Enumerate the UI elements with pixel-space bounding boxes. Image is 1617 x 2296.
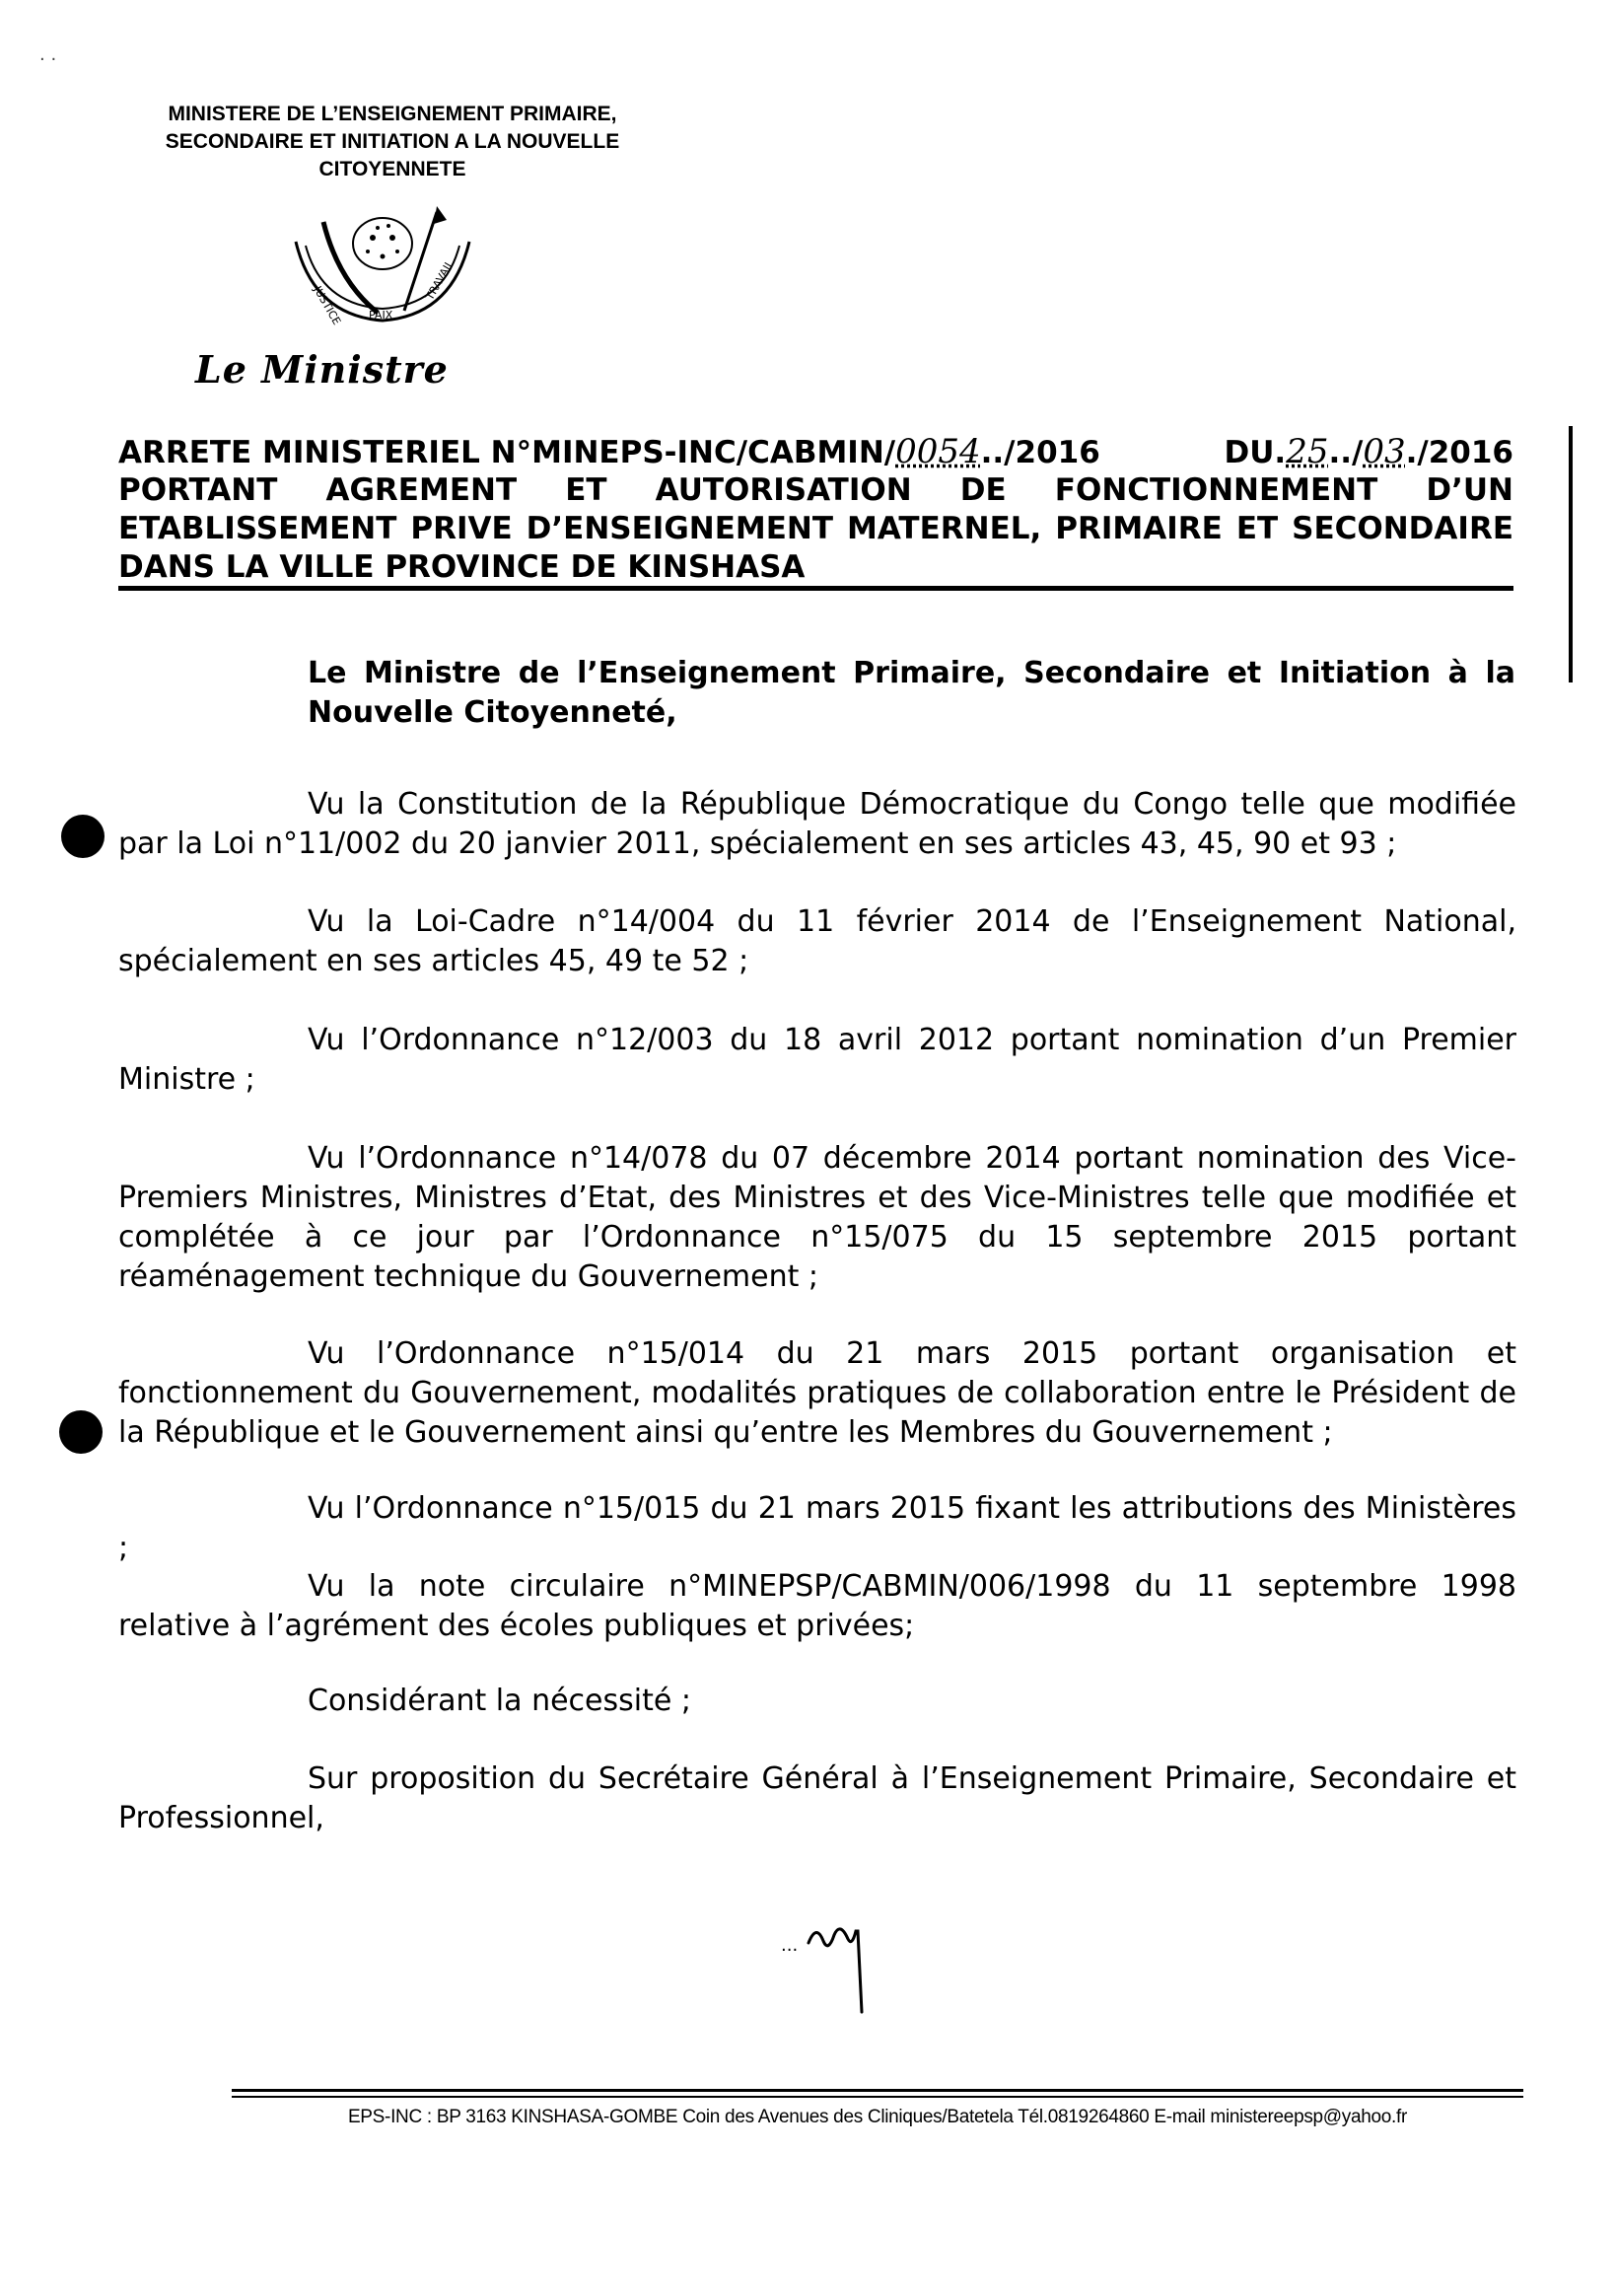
paragraph-text: Vu la Constitution de la République Démocratique du Congo telle que modifiée par la Loi n°11/002 du 20 janvier 2011, spécialement en ses articles 43, 45, 90 et 93 ; [118,787,1516,861]
ministry-line-3: CITOYENNETE [318,158,466,180]
paragraph-ordonnance-attributions [118,1489,1516,1568]
scan-edge-mark [1569,426,1573,682]
paragraph-ordonnance-nomination [118,1139,1516,1297]
punch-hole-mark [59,1410,103,1454]
emblem-word-2: PAIX [369,309,393,322]
arrete-title-line-2: PORTANT AGREMENT ET AUTORISATION DE FONCTIONNEMENT D’UN [118,472,1513,508]
paragraph-note-circulaire [118,1567,1516,1646]
scan-specks: · · [39,49,57,70]
arrete-month: 03 [1363,432,1406,471]
arrete-title-line-3: ETABLISSEMENT PRIVE D’ENSEIGNEMENT MATERNEL, PRIMAIRE ET SECONDAIRE [118,511,1513,546]
paragraph-constitution [118,785,1516,864]
footer-address: EPS-INC : BP 3163 KINSHASA-GOMBE Coin des Avenues des Cliniques/Batetela Tél.0819264860 E-mail ministereepsp@yahoo.fr [347,2107,1408,2127]
paragraph-text: Vu l’Ordonnance n°15/015 du 21 mars 2015 fixant les attributions des Ministères ; [118,1491,1516,1565]
ministry-line-1: MINISTERE DE L’ENSEIGNEMENT PRIMAIRE, [168,103,617,125]
footer-divider [232,2089,1523,2092]
paragraph-text: Sur proposition du Secrétaire Général à l’Enseignement Primaire, Secondaire et Professionnel, [118,1761,1516,1835]
paragraph-considerant [118,1682,1516,1721]
le-ministre-label: Le Ministre [195,347,449,392]
paragraph-text: Vu la note circulaire n°MINEPSP/CABMIN/006/1998 du 11 septembre 1998 relative à l’agrément des écoles publiques et privées; [118,1569,1516,1643]
arrete-day: 25 [1286,432,1329,471]
paragraph-text: Vu l’Ordonnance n°12/003 du 18 avril 2012 portant nomination d’un Premier Ministre ; [118,1023,1516,1097]
paragraph-ordonnance-premier-ministre [118,1021,1516,1100]
arrete-label: ARRETE MINISTERIEL N°MINEPS-INC/CABMIN/ [118,435,896,470]
arrete-title-line-4: DANS LA VILLE PROVINCE DE KINSHASA [118,549,806,585]
intro-paragraph: Le Ministre de l’Enseignement Primaire, Secondaire et Initiation à la Nouvelle Citoyenneté, [308,656,1515,730]
paragraph-text: Vu l’Ordonnance n°14/078 du 07 décembre 2014 portant nomination des Vice-Premiers Ministres, Ministres d’Etat, des Ministres et des Vice-Ministres telle que modifiée et complétée à ce jour par l’Ordonnance n°15/075 du 15 septembre 2015 portant réaménagement technique du Gouvernement ; [118,1141,1516,1294]
arrete-number: 0054 [895,432,981,471]
date-separator: ../ [1328,435,1364,470]
arrete-year: ../2016 [980,435,1100,470]
svg-text:...: ... [781,1935,799,1956]
ministry-line-2: SECONDAIRE ET INITIATION A LA NOUVELLE [165,130,620,153]
arrete-year-end: ./2016 [1405,435,1513,470]
du-label: DU. [1224,435,1287,470]
paragraph-ordonnance-organisation [118,1334,1516,1453]
emblem-word-1: JUSTICE [311,284,344,327]
paragraph-text: Vu l’Ordonnance n°15/014 du 21 mars 2015 portant organisation et fonctionnement du Gouvernement, modalités pratiques de collaboration entre le Président de la République et le Gouvernement ainsi qu’entre les Membres du Gouvernement ; [118,1336,1516,1450]
paragraph-text: Vu la Loi-Cadre n°14/004 du 11 février 2014 de l’Enseignement National, spécialement en ses articles 45, 49 te 52 ; [118,904,1516,978]
paragraph-proposition [118,1759,1516,1838]
arrete-title-line-1 [118,432,1513,472]
initials-signature-icon [779,1913,897,2022]
paragraph-text: Considérant la nécessité ; [308,1684,691,1718]
title-divider [118,586,1513,591]
punch-hole-mark [61,815,105,858]
paragraph-loi-cadre [118,902,1516,981]
ministry-heading [106,101,678,183]
coat-of-arms-icon [284,202,481,340]
footer-divider-thin [232,2096,1523,2098]
emblem-word-3: TRAVAIL [423,257,457,303]
